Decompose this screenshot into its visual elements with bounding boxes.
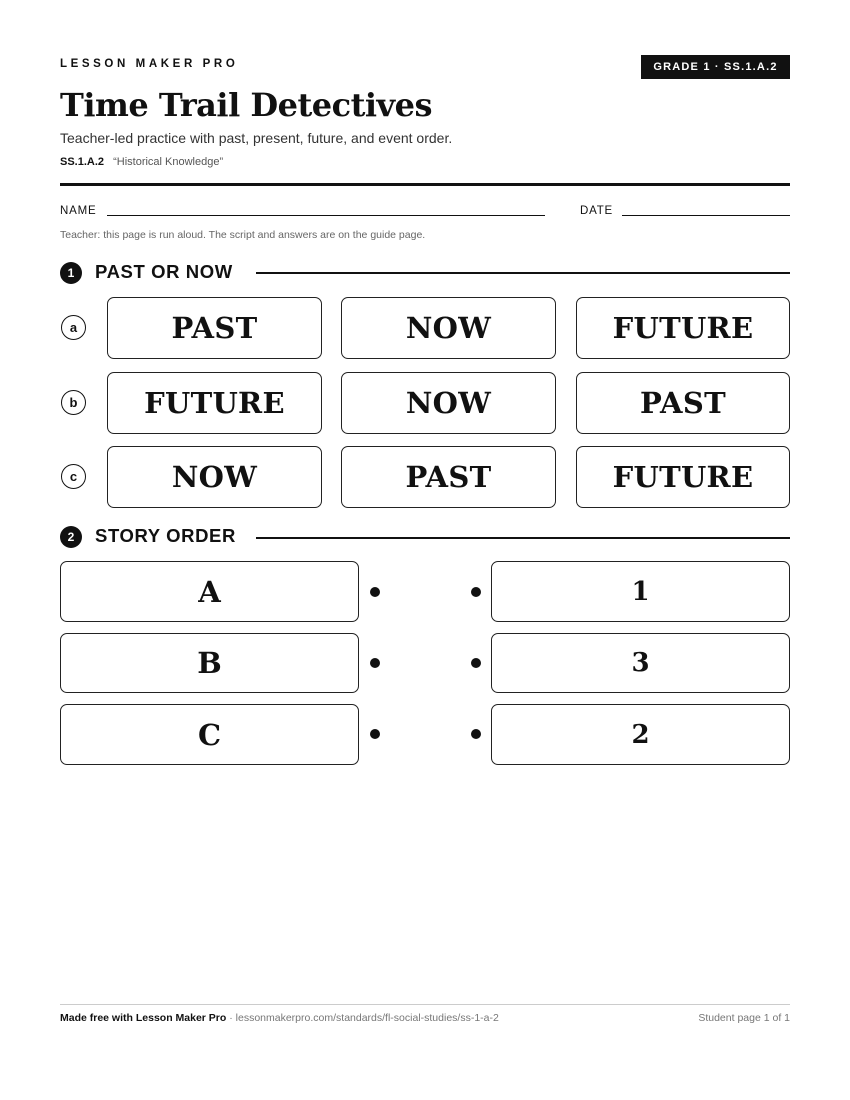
row-c-choice-2[interactable]: PAST <box>341 446 556 508</box>
row-a-choice-2[interactable]: NOW <box>341 297 556 359</box>
match-dot-left-2[interactable] <box>370 658 380 668</box>
match-dot-left-3[interactable] <box>370 729 380 739</box>
grade-badge: GRADE 1 · SS.1.A.2 <box>641 55 790 79</box>
footer-page-number: Student page 1 of 1 <box>698 1012 790 1024</box>
date-field[interactable] <box>622 215 790 216</box>
story-item-left-3[interactable]: C <box>60 704 359 765</box>
section-1-rule <box>256 272 790 274</box>
row-b-choice-2[interactable]: NOW <box>341 372 556 434</box>
story-item-left-1[interactable]: A <box>60 561 359 622</box>
page-title: Time Trail Detectives <box>60 86 432 124</box>
story-item-right-3[interactable]: 2 <box>491 704 790 765</box>
row-a-letter: a <box>61 315 86 340</box>
brand-name: LESSON MAKER PRO <box>60 58 239 70</box>
row-b-choice-1[interactable]: FUTURE <box>107 372 322 434</box>
story-item-left-2[interactable]: B <box>60 633 359 693</box>
footer-credit <box>60 1012 499 1024</box>
row-c-letter: c <box>61 464 86 489</box>
row-b-letter: b <box>61 390 86 415</box>
row-c-choice-1[interactable]: NOW <box>107 446 322 508</box>
section-1-title: PAST OR NOW <box>95 261 233 282</box>
row-a-choice-1[interactable]: PAST <box>107 297 322 359</box>
teacher-note: Teacher: this page is run aloud. The script and answers are on the guide page. <box>60 229 426 241</box>
footer-url-link[interactable]: lessonmakerpro.com/standards/fl-social-studies/ss-1-a-2 <box>235 1012 499 1024</box>
row-b-choice-3[interactable]: PAST <box>576 372 790 434</box>
date-label: DATE <box>580 205 614 217</box>
standard-code: SS.1.A.2 <box>60 156 105 168</box>
standard-name: “Historical Knowledge” <box>113 156 224 168</box>
page-subtitle: Teacher-led practice with past, present, future, and event order. <box>60 130 453 146</box>
footer-divider <box>60 1004 790 1005</box>
header-divider <box>60 183 790 186</box>
match-dot-left-1[interactable] <box>370 587 380 597</box>
match-dot-right-3[interactable] <box>471 729 481 739</box>
row-a-choice-3[interactable]: FUTURE <box>576 297 790 359</box>
story-item-right-1[interactable]: 1 <box>491 561 790 622</box>
footer-separator: · <box>226 1012 236 1024</box>
footer-made-with: Made free with Lesson Maker Pro <box>60 1012 227 1024</box>
match-dot-right-1[interactable] <box>471 587 481 597</box>
section-2-title: STORY ORDER <box>95 525 236 546</box>
row-c-choice-3[interactable]: FUTURE <box>576 446 790 508</box>
name-label: NAME <box>60 205 97 217</box>
story-item-right-2[interactable]: 3 <box>491 633 790 693</box>
standard-line <box>60 156 223 168</box>
section-2-number: 2 <box>60 526 82 548</box>
section-1-number: 1 <box>60 262 82 284</box>
match-dot-right-2[interactable] <box>471 658 481 668</box>
name-field[interactable] <box>107 215 545 216</box>
section-2-rule <box>256 537 790 539</box>
